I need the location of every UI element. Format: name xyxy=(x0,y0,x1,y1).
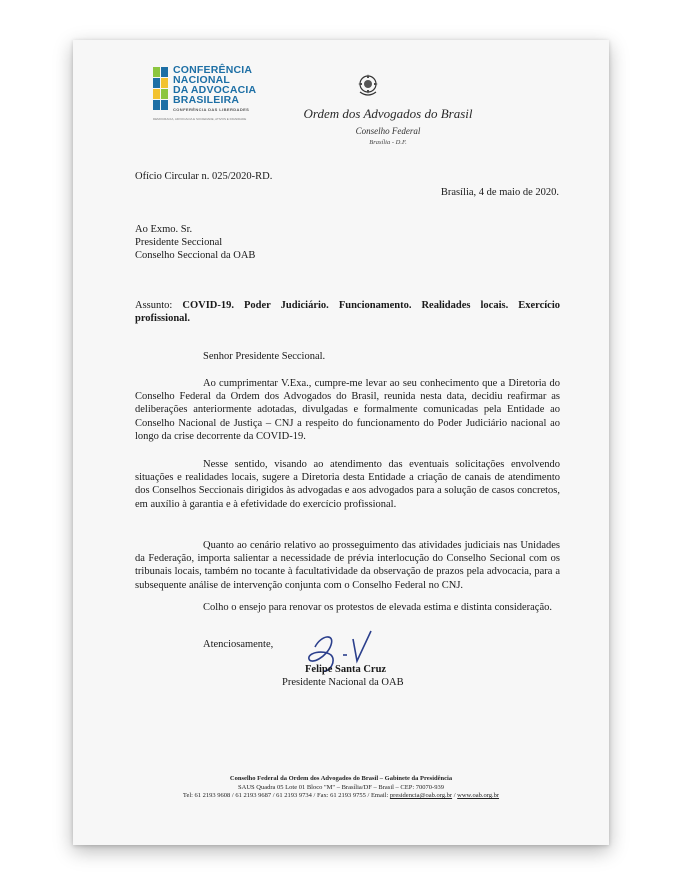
letter-date: Brasília, 4 de maio de 2020. xyxy=(440,187,559,198)
conference-logo-text xyxy=(173,65,256,105)
footer-separator: / xyxy=(452,792,458,799)
salutation: Senhor Presidente Seccional. xyxy=(203,351,326,362)
paragraph-2: Nesse sentido, visando ao atendimento das eventuais solicitações envolvendo situações e realidades locais, sugere a Diretoria desta Entidade a criação de canais de atendimento dos Conselhos Seccionais dirigidos às advogadas e aos advogados para a solução de casos concretos, em auxílio à garantia e à efetividade do exercício profissional. xyxy=(135,459,560,510)
letterhead-city: Brasília - D.F. xyxy=(369,139,407,146)
logo-line-4: BRASILEIRA xyxy=(173,94,240,106)
logo-tiny-text: DEMOCRACIA, ADVOCACIA E SOCIEDADE, ATIVOS E DIGNIDADE xyxy=(153,117,247,121)
footer-line-1: Conselho Federal da Ordem dos Advogados do Brasil – Gabinete da Presidência xyxy=(229,775,453,782)
paragraph-3: Quanto ao cenário relativo ao prosseguimento das atividades judiciais nas Unidades da Federação, importa salientar a necessidade de prévia interlocução do Conselho Secional com os tribunais locais, também no tocante à facultatividade da observação de prazos pela advocacia, para a subsequente análise de intervenção conjunta com o Conselho Federal no CNJ. xyxy=(135,540,560,591)
signer-title: Presidente Nacional da OAB xyxy=(282,677,404,688)
addressee-line-1: Ao Exmo. Sr. xyxy=(135,224,193,235)
logo-line-3: DA ADVOCACIA xyxy=(173,84,257,96)
letter-page xyxy=(73,40,609,845)
conference-logo xyxy=(153,65,263,125)
logo-line-2: NACIONAL xyxy=(173,74,231,86)
subject-label: Assunto: xyxy=(135,300,173,311)
addressee-line-3: Conselho Seccional da OAB xyxy=(135,250,256,262)
signer-name: Felipe Santa Cruz xyxy=(305,664,387,675)
logo-line-1: CONFERÊNCIA xyxy=(173,64,253,76)
footer-phones: Tel: 61 2193 9608 / 61 2193 9687 / 61 2193 9734 / Fax: 61 2193 9755 / Email: xyxy=(182,792,390,799)
footer-line-2: SAUS Quadra 05 Lote 01 Bloco "M" – Brasília/DF – Brasil – CEP: 70070-939 xyxy=(238,783,444,791)
footer-email-link[interactable]: presidencia@oab.org.br xyxy=(389,792,453,799)
footer-line-3 xyxy=(73,792,609,801)
letterhead-council: Conselho Federal xyxy=(355,126,421,136)
subject-line xyxy=(135,299,560,325)
paragraph-4: Colho o ensejo para renovar os protestos de elevada estima e distinta consideração. xyxy=(203,602,553,613)
addressee-line-2: Presidente Seccional xyxy=(135,237,223,249)
subject-text: COVID-19. Poder Judiciário. Funcionamento. Realidades locais. Exercício profissional. xyxy=(135,300,561,325)
reference-number: Ofício Circular n. 025/2020-RD. xyxy=(135,171,273,182)
paragraph-1: Ao cumprimentar V.Exa., cumpre-me levar ao seu conhecimento que a Diretoria do Conselho Federal da Ordem dos Advogados do Brasil, reunida nesta data, decidiu reafirmar as deliberações anteriormente adotadas, divulgadas e formalmente comunicadas pela Entidade ao Conselho Nacional de Justiça – CNJ a respeito do funcionamento do Poder Judiciário nacional ao longo da crise decorrente da COVID-19. xyxy=(135,378,560,442)
closing: Atenciosamente, xyxy=(203,639,274,650)
addressee-block xyxy=(135,223,255,263)
coat-of-arms-icon xyxy=(355,72,381,98)
logo-tagline: CONFERÊNCIA DAS LIBERDADES xyxy=(173,107,250,112)
footer xyxy=(73,775,609,801)
letterhead-org: Ordem dos Advogados do Brasil xyxy=(303,106,473,121)
conference-logo-mark-icon xyxy=(153,67,169,111)
footer-website-link[interactable]: www.oab.org.br xyxy=(457,792,500,799)
